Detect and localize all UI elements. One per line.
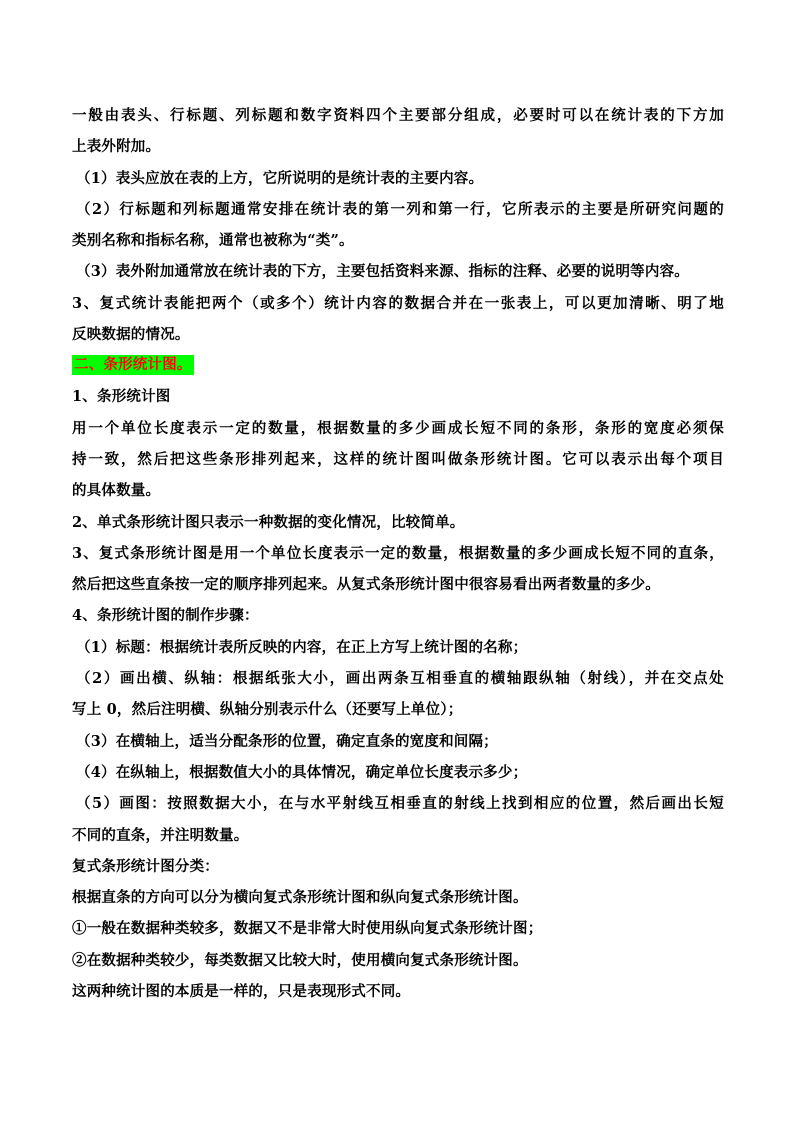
paragraph-line: 这两种统计图的本质是一样的，只是表现形式不同。 — [72, 983, 411, 1001]
paragraph-line: 一般由表头、行标题、列标题和数字资料四个主要部分组成，必要时可以在统计表的下方加 — [72, 107, 724, 124]
paragraph-line: 根据直条的方向可以分为横向复式条形统计图和纵向复式条形统计图。 — [72, 889, 528, 907]
paragraph-line: 写上 0，然后注明横、纵轴分别表示什么（还要写上单位）； — [72, 701, 463, 719]
paragraph-line: 反映数据的情况。 — [72, 326, 190, 344]
paragraph-line: 3、复式条形统计图是用一个单位长度表示一定的数量，根据数量的多少画成长短不同的直条， — [72, 544, 724, 562]
paragraph-line: 用一个单位长度表示一定的数量，根据数量的多少画成长短不同的条形，条形的宽度必须保 — [72, 419, 724, 437]
list-item: （3）表外附加通常放在统计表的下方，主要包括资料来源、指标的注释、必要的说明等内容。 — [76, 263, 689, 281]
subheading: 1、条形统计图 — [72, 388, 171, 406]
paragraph-line: 的具体数量。 — [72, 482, 161, 500]
list-item: （2）画出横、纵轴：根据纸张大小，画出两条互相垂直的横轴跟纵轴（射线），并在交点处 — [76, 670, 724, 688]
subheading: 复式条形统计图分类： — [72, 857, 219, 875]
paragraph-line: 上表外附加。 — [72, 138, 161, 156]
paragraph-line: 2、单式条形统计图只表示一种数据的变化情况，比较简单。 — [72, 513, 465, 531]
paragraph-line: 3、复式统计表能把两个（或多个）统计内容的数据合并在一张表上，可以更加清晰、明了地 — [72, 294, 724, 312]
list-item: ①一般在数据种类较多，数据又不是非常大时使用纵向复式条形统计图； — [72, 920, 543, 938]
paragraph-line: 不同的直条，并注明数量。 — [72, 826, 249, 844]
list-item: （1）标题：根据统计表所反映的内容，在正上方写上统计图的名称； — [76, 638, 528, 656]
list-item: ②在数据种类较少，每类数据又比较大时，使用横向复式条形统计图。 — [72, 951, 528, 969]
section-heading: 二、条形统计图。 — [74, 356, 192, 374]
subheading: 4、条形统计图的制作步骤： — [72, 607, 259, 625]
list-item: （5）画图：按照数据大小，在与水平射线互相垂直的射线上找到相应的位置，然后画出长短 — [76, 795, 724, 813]
list-item: （4）在纵轴上，根据数值大小的具体情况，确定单位长度表示多少； — [76, 763, 528, 781]
list-item: （1）表头应放在表的上方，它所说明的是统计表的主要内容。 — [76, 169, 484, 187]
document-body — [72, 100, 724, 1007]
paragraph-line: 持一致，然后把这些条形排列起来，这样的统计图叫做条形统计图。它可以表示出每个项目 — [72, 450, 724, 468]
list-item: （3）在横轴上，适当分配条形的位置，确定直条的宽度和间隔； — [76, 732, 498, 750]
section-heading-row — [72, 350, 724, 381]
paragraph-line: 然后把这些直条按一定的顺序排列起来。从复式条形统计图中很容易看出两者数量的多少。 — [72, 576, 660, 594]
list-item: （2）行标题和列标题通常安排在统计表的第一列和第一行，它所表示的主要是所研究问题的 — [76, 200, 724, 218]
paragraph-line: 类别名称和指标名称，通常也被称为“类”。 — [72, 232, 354, 250]
